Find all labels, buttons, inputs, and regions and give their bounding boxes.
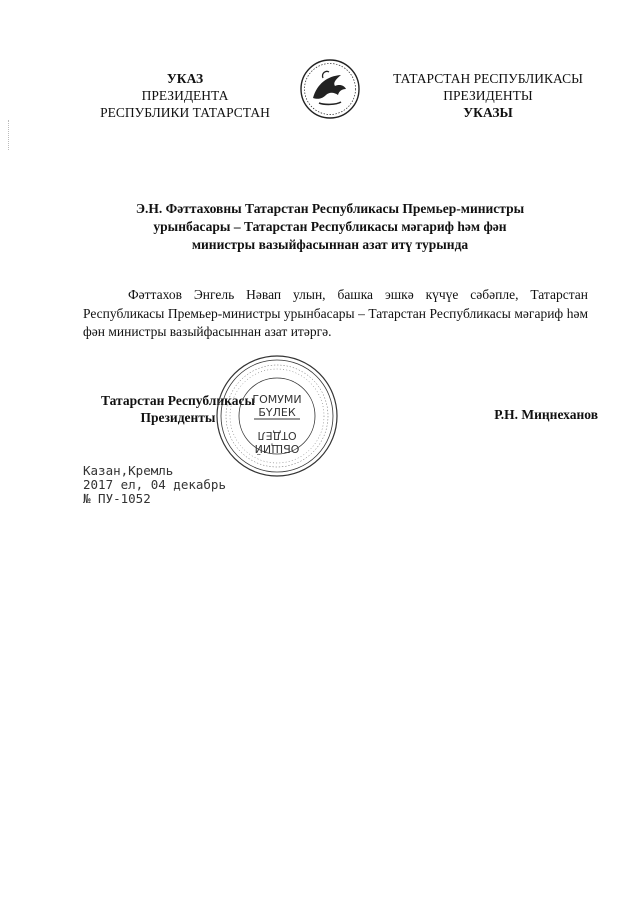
header-left-line3: РЕСПУБЛИКИ ТАТАРСТАН <box>100 105 270 120</box>
header-left-line2: ПРЕЗИДЕНТА <box>141 88 229 103</box>
title-line-3: министры вазыйфасыннан азат итү турында <box>191 237 469 252</box>
footer-date: 2017 ел, 04 декабрь <box>83 477 226 492</box>
footer-info <box>83 464 226 506</box>
stamp-line-3: ОТДЕЛ <box>257 429 297 442</box>
header-right-line2: ПРЕЗИДЕНТЫ <box>443 88 533 103</box>
footer-place: Казан,Кремль <box>83 463 174 478</box>
signatory-title-line2: Президенты <box>140 410 216 425</box>
signatory-name: Р.Н. Миңнеханов <box>494 407 598 422</box>
header-left-title: УКАЗ <box>166 71 204 86</box>
footer-number: № ПУ-1052 <box>83 491 151 506</box>
stamp-line-4: ОБЩИЙ <box>254 442 300 455</box>
round-stamp <box>214 353 340 479</box>
stamp-line-2: БҮЛЕК <box>258 406 296 419</box>
margin-mark <box>8 120 11 150</box>
tatarstan-emblem-icon <box>299 58 361 120</box>
header-right-line1: ТАТАРСТАН РЕСПУБЛИКАСЫ <box>393 71 583 86</box>
stamp-line-1: ГОМУМИ <box>252 393 302 406</box>
title-line-2: урынбасары – Татарстан Республикасы мәгариф һәм фән <box>153 219 507 234</box>
header-right-title: УКАЗЫ <box>463 105 513 120</box>
body-paragraph: Фәттахов Энгель Нәвап улын, башка эшкә күчүе сәбәпле, Татарстан Республикасы Премьер-министры урынбасары – Татарстан Республикасы мәгариф һәм фән министры вазыйфасыннан азат итәргә. <box>83 287 588 339</box>
title-line-1: Э.Н. Фәттаховны Татарстан Республикасы Премьер-министры <box>135 201 525 216</box>
signatory-title-line1: Татарстан Республикасы <box>100 393 255 408</box>
document-title <box>95 200 565 254</box>
header-left <box>80 70 290 121</box>
header-right <box>372 70 604 121</box>
